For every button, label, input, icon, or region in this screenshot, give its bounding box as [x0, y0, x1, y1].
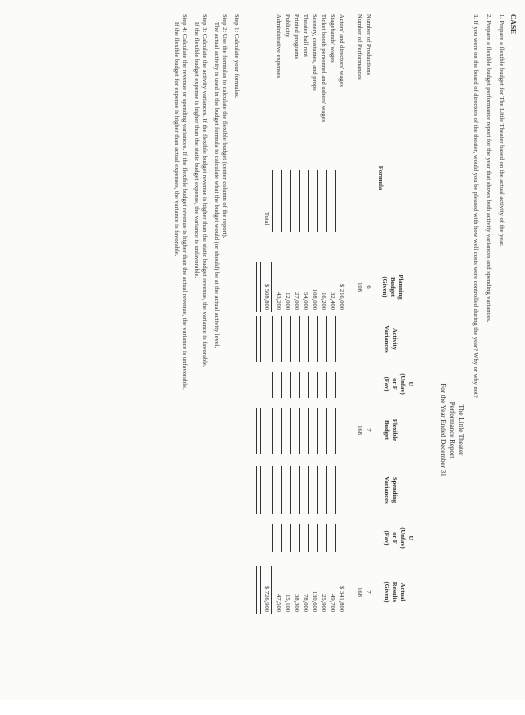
flexible-budget-line[interactable] — [317, 408, 318, 454]
expense-actual: 38,300 — [293, 594, 300, 612]
expense-planning: 12,000 — [284, 292, 291, 310]
header-planning-1: Planning — [397, 274, 404, 300]
expense-planning: 27,000 — [293, 292, 300, 310]
header-ufav2-2: (Unfav) — [399, 527, 406, 549]
header-ufav2-1: U — [407, 535, 414, 541]
expense-actual: 130,600 — [311, 590, 318, 612]
step-2: Step 2: Use the formulas to calculate the flexible budget (center column of the report). — [221, 14, 228, 239]
planning-subtotal-rule — [271, 262, 272, 312]
flexible-budget-line[interactable] — [326, 408, 327, 454]
activity-variance-line[interactable] — [299, 316, 300, 362]
formula-input-line[interactable] — [326, 170, 327, 232]
spending-variance-line[interactable] — [290, 466, 291, 514]
actual-total-double-rule — [256, 566, 261, 614]
header-actual-2: Results — [391, 581, 398, 603]
activity-variance-line[interactable] — [272, 316, 273, 362]
expense-label: Theater hall rent — [302, 14, 309, 57]
spending-uf-line[interactable] — [290, 524, 291, 552]
expense-planning: 43,200 — [275, 292, 282, 310]
expense-planning: $ 216,000 — [338, 284, 345, 310]
expense-actual: 47,500 — [275, 594, 282, 612]
header-ufav1-2: (Unfav) — [399, 373, 406, 395]
activity-variance-line[interactable] — [308, 316, 309, 362]
instruction-2: 2. Prepare a flexible budget performance report for the year that shows both activity variances and spending variances. — [485, 14, 492, 323]
row-productions-flexible: 7 — [365, 428, 372, 432]
case-title: CASE — [509, 14, 518, 35]
row-performances-flexible: 168 — [356, 425, 363, 435]
header-ufav1-4: (Fav) — [383, 376, 390, 392]
activity-variance-line[interactable] — [317, 316, 318, 362]
expense-label: Printed programs — [293, 14, 300, 59]
header-planning-3: (Given) — [381, 276, 388, 298]
spending-uf-line[interactable] — [299, 524, 300, 552]
expense-actual: 15,100 — [284, 594, 291, 612]
expense-actual: 49,700 — [329, 594, 336, 612]
header-ufav2-3: or F — [391, 532, 398, 544]
flexible-total-line[interactable] — [256, 408, 261, 454]
formula-input-line[interactable] — [308, 170, 309, 232]
header-planning-2: Budget — [389, 277, 396, 297]
total-planning: $ 508,800 — [263, 284, 270, 310]
expense-planning: 16,200 — [320, 292, 327, 310]
spending-uf-line[interactable] — [272, 524, 273, 552]
flexible-budget-line[interactable] — [308, 408, 309, 454]
flexible-budget-line[interactable] — [335, 408, 336, 454]
spending-variance-line[interactable] — [317, 466, 318, 514]
header-activity-2: Variances — [383, 325, 390, 353]
row-performances-label: Number of Performances — [356, 14, 363, 80]
header-ufav1-1: U — [407, 381, 414, 387]
spending-uf-line[interactable] — [308, 524, 309, 552]
step-4-detail: If the flexible budget for expense is higher than actual expenses, the variance is favorable. — [173, 22, 180, 257]
row-productions-planning: 6 — [365, 285, 372, 289]
expense-planning: 54,000 — [302, 292, 309, 310]
expense-actual: 25,900 — [320, 594, 327, 612]
row-performances-planning: 108 — [356, 282, 363, 292]
step-3-detail: If the flexible budget expense is higher than the static budget expense, the variance is unfavorable. — [193, 22, 200, 279]
total-actual: $ 726,900 — [263, 586, 270, 612]
spending-variance-line[interactable] — [272, 466, 273, 514]
report-period: For the Year Ended December 31 — [439, 383, 447, 477]
header-flexible-1: Flexible — [391, 418, 398, 442]
expense-label: Administrative expenses — [275, 14, 282, 79]
instruction-3: 3. If you were on the board of directors of the theater, would you be pleased with how well costs were controlled during the year? Why or why not? — [472, 14, 479, 398]
expense-label: Actors' and directors' wages — [338, 14, 345, 87]
report-company: The Little Theater — [457, 404, 465, 456]
activity-variance-line[interactable] — [326, 316, 327, 362]
expense-planning: 32,400 — [329, 292, 336, 310]
formula-input-line[interactable] — [335, 170, 336, 232]
header-actual-1: Actual — [399, 582, 406, 602]
spending-uf-line[interactable] — [326, 524, 327, 552]
spending-total-line[interactable] — [256, 466, 261, 514]
activity-uf-line[interactable] — [272, 372, 273, 398]
report-title: Performance Report — [448, 401, 456, 459]
formula-input-line[interactable] — [272, 170, 273, 232]
activity-total-line[interactable] — [256, 316, 261, 362]
header-spending-2: Variances — [383, 476, 390, 504]
activity-uf-line[interactable] — [317, 372, 318, 398]
header-ufav2-4: (Fav) — [383, 530, 390, 546]
header-ufav1-3: or F — [391, 378, 398, 390]
spending-uf-line[interactable] — [281, 524, 282, 552]
spending-variance-line[interactable] — [335, 466, 336, 514]
activity-uf-line[interactable] — [335, 372, 336, 398]
header-flexible-2: Budget — [383, 420, 390, 440]
header-spending-1: Spending — [391, 476, 398, 504]
spending-variance-line[interactable] — [308, 466, 309, 514]
activity-uf-line[interactable] — [299, 372, 300, 398]
flexible-budget-line[interactable] — [281, 408, 282, 454]
expense-actual: $ 341,800 — [338, 586, 345, 612]
activity-variance-line[interactable] — [290, 316, 291, 362]
formula-input-line[interactable] — [299, 170, 300, 232]
activity-uf-line[interactable] — [281, 372, 282, 398]
planning-total-double-rule — [256, 262, 261, 312]
header-formula: Formula — [377, 165, 384, 191]
activity-variance-line[interactable] — [281, 316, 282, 362]
instruction-1: 1. Prepare a flexible budget for The Little Theater based on the actual activity of the year. — [498, 14, 505, 247]
flexible-budget-line[interactable] — [299, 408, 300, 454]
step-3: Step 3: Calculate the activity variances. If the flexible budget revenue is higher than the static budget revenue, the variance is favorable. — [201, 14, 208, 368]
flexible-budget-line[interactable] — [290, 408, 291, 454]
step-4: Step 4: Calculate the revenue or spending variances. If the flexible budget revenue is higher than the actual revenue, the variance is unfavorable. — [181, 14, 188, 390]
spending-variance-line[interactable] — [326, 466, 327, 514]
expense-planning: 108,000 — [311, 288, 318, 310]
spending-uf-line[interactable] — [335, 524, 336, 552]
expense-label: Scenery, costumes, and props — [311, 14, 318, 91]
flexible-budget-line[interactable] — [272, 408, 273, 454]
row-productions-label: Number of Productions — [365, 14, 372, 76]
formula-input-line[interactable] — [281, 170, 282, 232]
activity-uf-line[interactable] — [308, 372, 309, 398]
spending-variance-line[interactable] — [299, 466, 300, 514]
spending-variance-line[interactable] — [281, 466, 282, 514]
total-label: Total — [263, 212, 270, 226]
row-productions-actual: 7 — [365, 590, 372, 594]
header-actual-3: (Given) — [383, 581, 390, 603]
activity-uf-line[interactable] — [326, 372, 327, 398]
step-2-detail: The actual activity is used in the budget formula to calculate what the budget would (or should) be at the actual activity level. — [213, 22, 220, 349]
expense-label: Stagehands' wages — [329, 14, 336, 63]
row-performances-actual: 168 — [356, 587, 363, 597]
spending-uf-line[interactable] — [317, 524, 318, 552]
header-activity-1: Activity — [391, 327, 398, 351]
expense-label: Ticket booth personnel and ushers' wages — [320, 14, 327, 122]
expense-label: Publicity — [284, 14, 291, 38]
formula-input-line[interactable] — [317, 170, 318, 232]
activity-variance-line[interactable] — [335, 316, 336, 362]
formula-input-line[interactable] — [290, 170, 291, 232]
activity-uf-line[interactable] — [290, 372, 291, 398]
expense-actual: 78,000 — [302, 594, 309, 612]
actual-subtotal-rule — [271, 566, 272, 614]
step-1: Step 1: Calculate your formulas. — [233, 14, 240, 99]
